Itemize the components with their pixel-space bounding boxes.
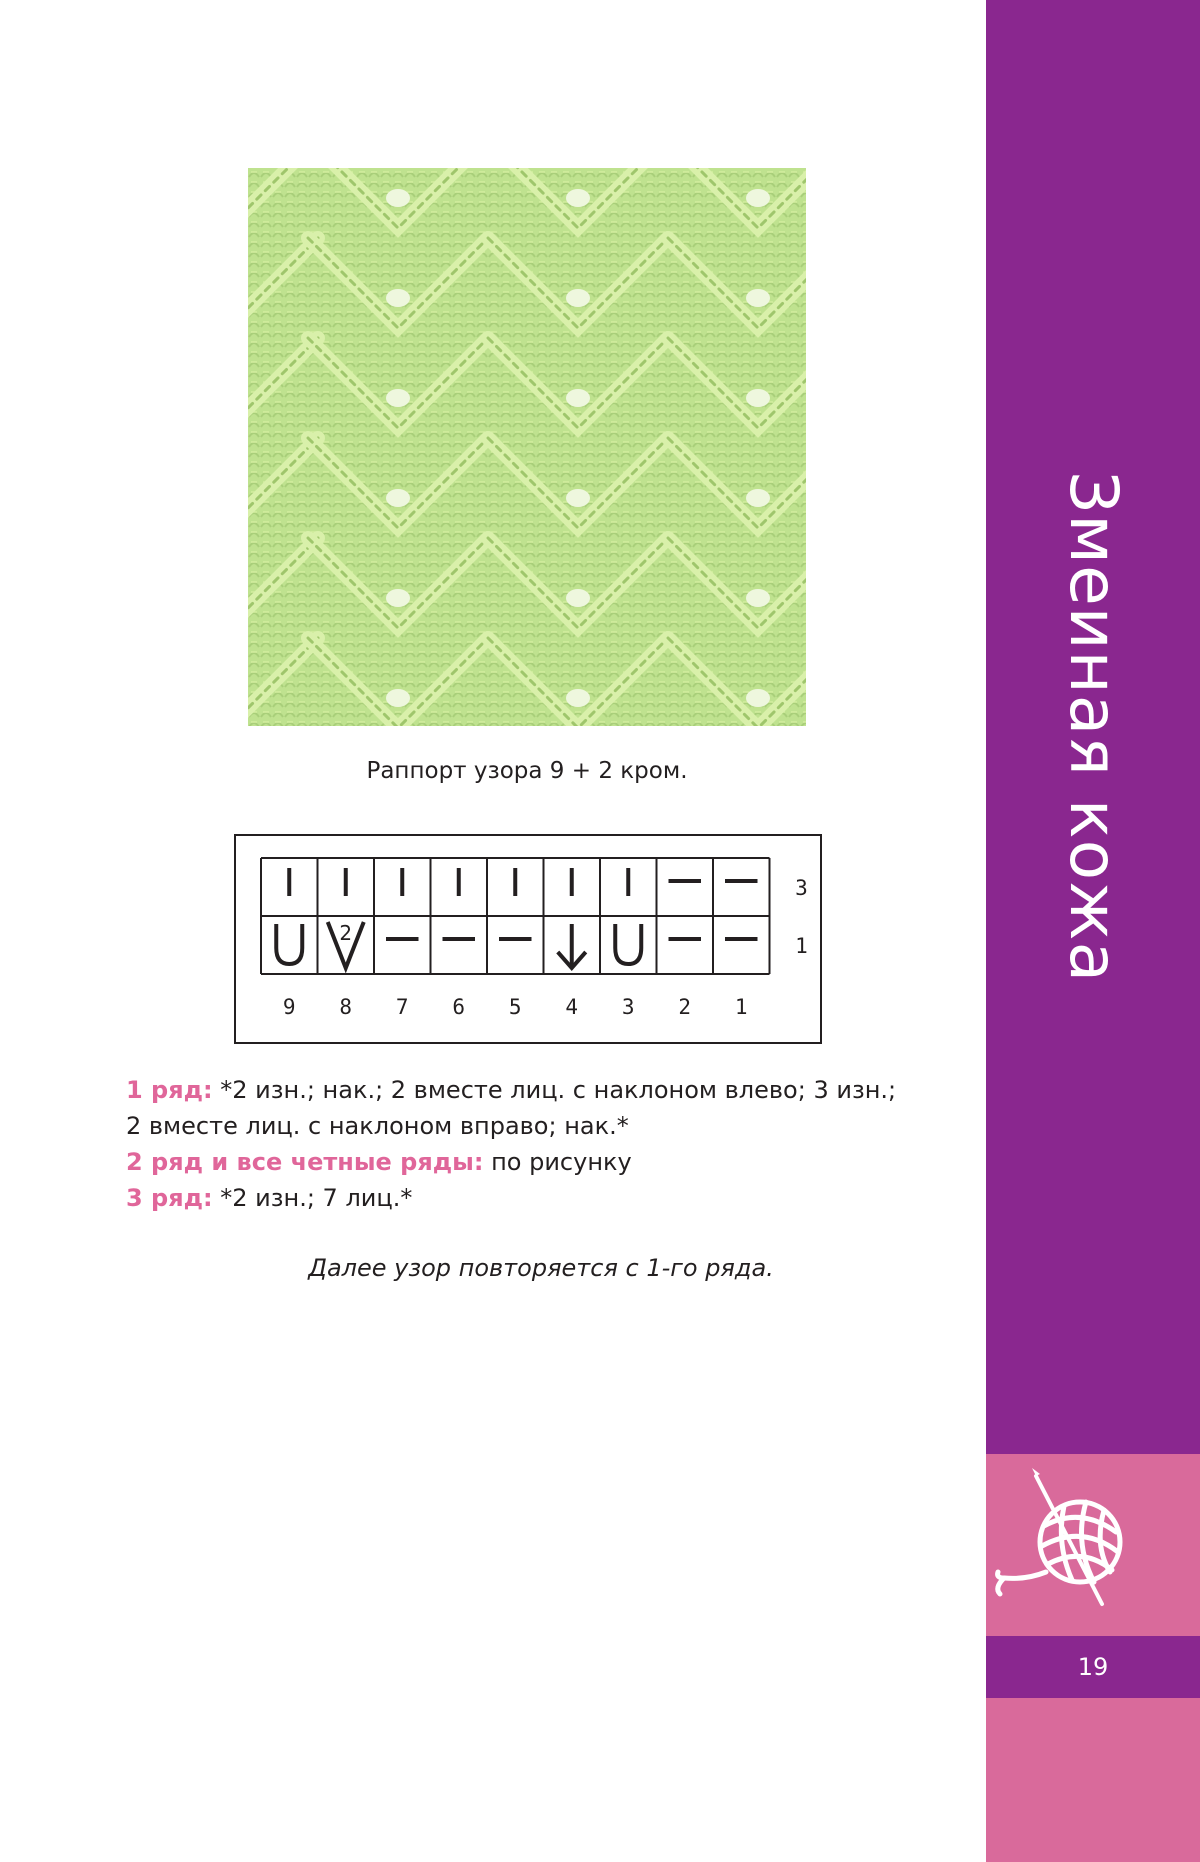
chart-column-label: 9	[282, 995, 296, 1019]
page-number: 19	[1077, 1653, 1109, 1681]
chart-column-label: 7	[395, 995, 409, 1019]
chart-column-label: 3	[621, 995, 635, 1019]
row-1-label: 1 ряд:	[126, 1076, 213, 1104]
pattern-repeat-caption: Раппорт узора 9 + 2 кром.	[366, 758, 688, 784]
chart-symbol-yarn-over	[276, 924, 302, 964]
chart-column-label: 4	[565, 995, 579, 1019]
row-2-instruction	[126, 1144, 956, 1180]
row-2-text: по рисунку	[483, 1148, 632, 1176]
pattern-title: Змеиная кожа	[1055, 470, 1132, 984]
chart-column-label: 6	[452, 995, 466, 1019]
sidebar-bottom-band	[986, 1698, 1200, 1862]
knitted-swatch-photo	[248, 168, 806, 726]
row-1-instruction	[126, 1072, 956, 1108]
row-1-instruction-continuation: 2 вместе лиц. с наклоном вправо; нак.*	[126, 1112, 629, 1140]
page-number-bar	[986, 1636, 1200, 1698]
chart-column-label: 8	[339, 995, 353, 1019]
chart-column-label: 5	[508, 995, 522, 1019]
yarn-ball-with-needle-icon	[986, 1454, 1200, 1636]
chart-symbol-yarn-over	[615, 924, 641, 964]
row-3-instruction	[126, 1180, 956, 1216]
repeat-note: Далее узор повторяется с 1-го ряда.	[308, 1254, 774, 1282]
row-3-text: *2 изн.; 7 лиц.*	[212, 1184, 413, 1212]
chart-symbol-k2tog-arrow	[558, 924, 586, 968]
k2tog-count-label: 2	[339, 921, 353, 945]
row-1-text: *2 изн.; нак.; 2 вместе лиц. с наклоном влево; 3 изн.;	[212, 1076, 897, 1104]
chart-column-label: 1	[734, 995, 748, 1019]
sidebar-emblem-band	[986, 1454, 1200, 1636]
swatch-texture	[248, 168, 806, 726]
knitting-chart	[234, 834, 822, 1044]
chart-row-label: 1	[795, 934, 808, 958]
row-instructions	[126, 1072, 956, 1216]
chart-column-label: 2	[678, 995, 692, 1019]
row-2-label: 2 ряд и все четные ряды:	[126, 1148, 484, 1176]
chart-row-label: 3	[795, 876, 808, 900]
row-3-label: 3 ряд:	[126, 1184, 213, 1212]
